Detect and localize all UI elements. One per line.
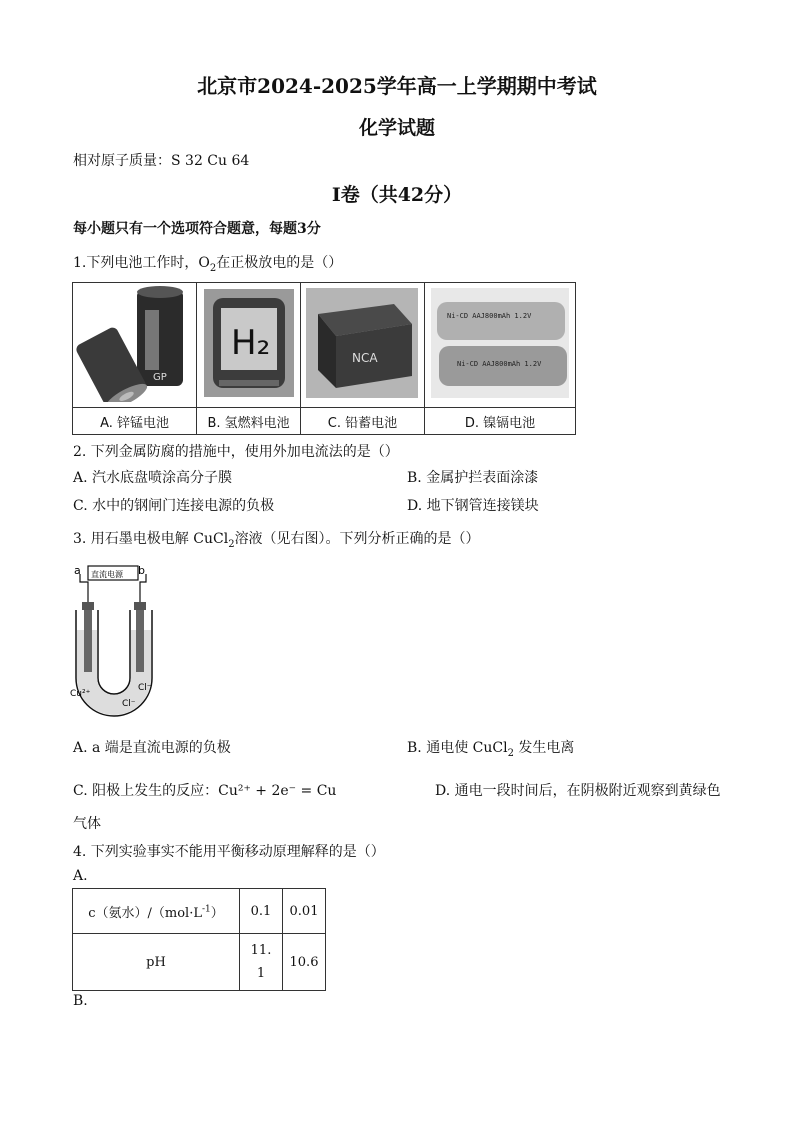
svg-text:Ni-CD AAJ800mAh 1.2V: Ni-CD AAJ800mAh 1.2V (457, 360, 542, 368)
table-cell: 11. 1 (240, 934, 283, 991)
svg-text:b: b (138, 564, 145, 577)
electrolysis-u-tube-diagram (66, 560, 166, 725)
q3-option-d-continued: 气体 (73, 816, 101, 832)
q1-option-c: C. 铅蓄电池 (300, 408, 424, 435)
svg-text:a: a (74, 564, 81, 577)
q2-option-c: C. 水中的钢闸门连接电源的负极 (73, 498, 275, 514)
table-header-ph: pH (73, 934, 240, 991)
page-title: 北京市2024-2025学年高一上学期期中考试 (197, 74, 597, 98)
svg-text:Cu²⁺: Cu²⁺ (70, 689, 91, 699)
q2-stem: 2. 下列金属防腐的措施中，使用外加电流法的是（） (73, 444, 399, 460)
svg-text:H₂: H₂ (230, 323, 270, 363)
page-subtitle: 化学试题 (358, 117, 435, 139)
lead-acid-battery-image (300, 283, 424, 408)
q4-stem: 4. 下列实验事实不能用平衡移动原理解释的是（） (73, 844, 385, 860)
battery-a-icon (75, 284, 195, 402)
hydrogen-fuel-battery-image (197, 283, 301, 408)
svg-text:直流电源: 直流电源 (91, 570, 123, 579)
zinc-manganese-battery-image (73, 283, 197, 408)
q2-option-d: D. 地下钢管连接镁块 (407, 498, 539, 514)
q1-image-table (72, 282, 576, 435)
svg-text:Cl⁻: Cl⁻ (138, 683, 152, 693)
q1-stem: 1.下列电池工作时，$O_2$在正极放电的是（） (73, 255, 343, 274)
q3-option-b: B. 通电使 CuCl$_2$ 发生电离 (407, 740, 575, 759)
battery-b-icon (199, 284, 299, 402)
q3-stem: 3. 用石墨电极电解 CuCl$_2$溶液（见右图）。下列分析正确的是（） (73, 531, 480, 550)
q3-option-c: C. 阳极上发生的反应：Cu²⁺ + 2e⁻ = Cu (73, 783, 337, 799)
q2-option-b: B. 金属护拦表面涂漆 (407, 470, 539, 486)
svg-text:Ni-CD AAJ800mAh 1.2V: Ni-CD AAJ800mAh 1.2V (447, 312, 532, 320)
atomic-mass-line: 相对原子质量：S 32 Cu 64 (73, 153, 250, 169)
q3-option-d: D. 通电一段时间后，在阴极附近观察到黄绿色 (435, 783, 721, 799)
table-header-concentration: c（氨水）$/(mol\cdot L^{-1})$ (73, 889, 240, 934)
q2-option-a: A. 汽水底盘喷涂高分子膜 (73, 470, 233, 486)
q4-option-a-label: A. (73, 868, 88, 884)
nickel-cadmium-battery-image (425, 283, 576, 408)
battery-c-icon (302, 284, 422, 402)
svg-text:NCA: NCA (352, 351, 379, 365)
battery-d-icon (427, 284, 573, 402)
ammonia-ph-table (72, 888, 326, 991)
q1-option-a: A. 锌锰电池 (73, 408, 197, 435)
q1-option-d: D. 镍镉电池 (425, 408, 576, 435)
table-cell: 10.6 (283, 934, 326, 991)
q3-option-a: A. a 端是直流电源的负极 (73, 740, 231, 756)
q1-option-b: B. 氢燃料电池 (197, 408, 301, 435)
svg-text:GP: GP (152, 372, 167, 383)
section-title: Ⅰ卷（共42分） (331, 184, 463, 206)
table-cell: 0.1 (240, 889, 283, 934)
q3-equation: Cu²⁺ + 2e⁻ = Cu (218, 783, 337, 799)
svg-text:Cl⁻: Cl⁻ (122, 699, 136, 709)
q4-option-b-label: B. (73, 993, 88, 1009)
table-cell: 0.01 (283, 889, 326, 934)
section-instruction: 每小题只有一个选项符合题意，每题3分 (73, 221, 321, 237)
